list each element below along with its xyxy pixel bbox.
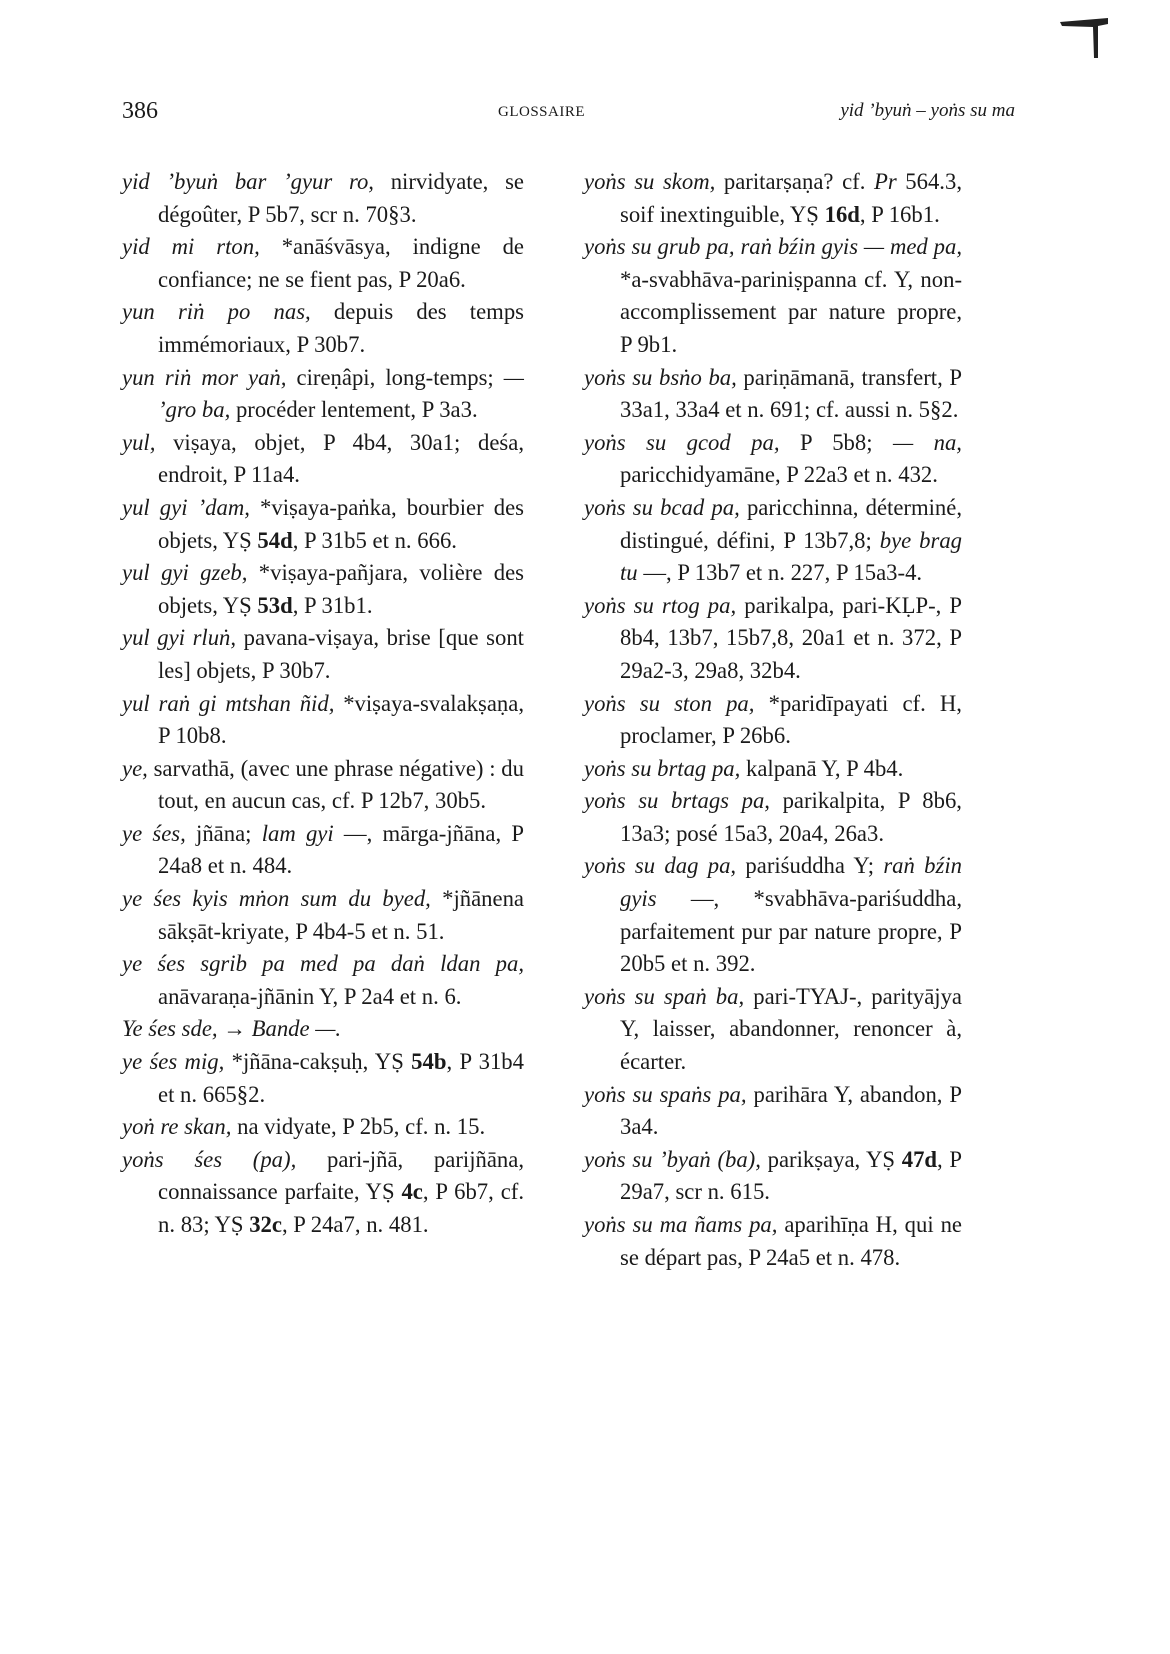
glossary-column-right [584,166,962,1274]
corner-binding-mark [1058,16,1110,58]
glossary-entry: yoṅs su skom, paritarṣaṇa? cf. Pr 564.3, soif inextinguible, YṢ 16d, P 16b1. [584,169,962,227]
page-number: 386 [122,98,158,124]
glossary-entry: ye śes kyis mṅon sum du byed, *jñānena sākṣāt-kriyate, P 4b4-5 et n. 51. [122,886,524,944]
glossary-entry: yoṅs su grub pa, raṅ bźin gyis — med pa, *a-svabhāva-pariniṣpanna cf. Y, non-accomplissement par nature propre, P 9b1. [584,234,962,357]
glossary-entry: yoṅs su rtog pa, parikalpa, pari-KḶP-, P 8b4, 13b7, 15b7,8, 20a1 et n. 372, P 29a2-3, 29a8, 32b4. [584,592,962,683]
glossary-entry: yul gyi rluṅ, pavana-viṣaya, brise [que sont les] objets, P 30b7. [122,625,524,683]
glossary-column-left [122,166,524,1242]
running-header [122,98,1015,132]
glossary-entry: yoṅs śes (pa), pari-jñā, parijñāna, connaissance parfaite, YṢ 4c, P 6b7, cf. n. 83; YṢ 32c, P 24a7, n. 481. [122,1146,524,1237]
glossary-entry: yul, viṣaya, objet, P 4b4, 30a1; deśa, endroit, P 11a4. [122,429,524,488]
glossary-entry: yoṅs su gcod pa, P 5b8; — na, paricchidyamāne, P 22a3 et n. 432. [584,429,962,488]
glossary-entry: yoṅs su ston pa, *paridīpayati cf. H, proclamer, P 26b6. [584,690,962,749]
glossary-entry: yoṅs su dag pa, pariśuddha Y; raṅ bźin gyis —, *svabhāva-pariśuddha, parfaitement pur par nature propre, P 20b5 et n. 392. [584,853,962,977]
glossary-entry: yoṅ re skan, na vidyate, P 2b5, cf. n. 15. [122,1114,486,1140]
glossary-entry: yun riṅ mor yaṅ, cireṇâpi, long-temps; — ’gro ba, procéder lentement, P 3a3. [122,364,524,423]
glossary-entry: ye śes, jñāna; lam gyi —, mārga-jñāna, P 24a8 et n. 484. [122,820,524,879]
glossary-entry: yoṅs su spaṅ ba, pari-TYAJ-, parityājya Y, laisser, abandonner, renoncer à, écarter. [584,983,962,1075]
glossary-entry: yid mi rton, *anāśvāsya, indigne de confiance; ne se fient pas, P 20a6. [122,234,524,292]
glossary-entry: yoṅs su bsṅo ba, pariṇāmanā, transfert, P 33a1, 33a4 et n. 691; cf. aussi n. 5§2. [584,364,962,423]
glossary-entry: yul gyi gzeb, *viṣaya-pañjara, volière des objets, YṢ 53d, P 31b1. [122,560,524,618]
running-title: GLOSSAIRE [498,104,586,120]
glossary-entry: ye, sarvathā, (avec une phrase négative) : du tout, en aucun cas, cf. P 12b7, 30b5. [122,755,524,814]
glossary-entry: yul raṅ gi mtshan ñid, *viṣaya-svalakṣaṇa, P 10b8. [122,690,524,749]
glossary-entry: yoṅs su brtag pa, kalpanā Y, P 4b4. [584,755,904,781]
glossary-entry: Ye śes sde, → Bande —. [122,1016,342,1042]
glossary-entry: yul gyi ’dam, *viṣaya-paṅka, bourbier des objets, YṢ 54d, P 31b5 et n. 666. [122,494,524,553]
running-range: yid ’byuṅ – yoṅs su ma [840,100,1015,121]
glossary-entry: ye śes mig, *jñāna-cakṣuḥ, YṢ 54b, P 31b4 et n. 665§2. [122,1049,524,1107]
glossary-entry: yoṅs su bcad pa, paricchinna, déterminé, distingué, défini, P 13b7,8; bye brag tu —, P 13b7 et n. 227, P 15a3-4. [584,494,963,586]
glossary-entry: yoṅs su ’byaṅ (ba), parikṣaya, YṢ 47d, P 29a7, scr n. 615. [584,1146,962,1205]
glossary-entry: yoṅs su ma ñams pa, aparihīṇa H, qui ne se départ pas, P 24a5 et n. 478. [584,1212,962,1270]
glossary-entry: ye śes sgrib pa med pa daṅ ldan pa, anāvaraṇa-jñānin Y, P 2a4 et n. 6. [122,951,524,1009]
glossary-entry: yun riṅ po nas, depuis des temps immémoriaux, P 30b7. [122,299,524,357]
glossary-entry: yoṅs su brtags pa, parikalpita, P 8b6, 13a3; posé 15a3, 20a4, 26a3. [584,788,962,846]
glossary-entry: yoṅs su spaṅs pa, parihāra Y, abandon, P 3a4. [584,1081,963,1140]
glossary-entry: yid ’byuṅ bar ’gyur ro, nirvidyate, se dégoûter, P 5b7, scr n. 70§3. [122,169,524,227]
